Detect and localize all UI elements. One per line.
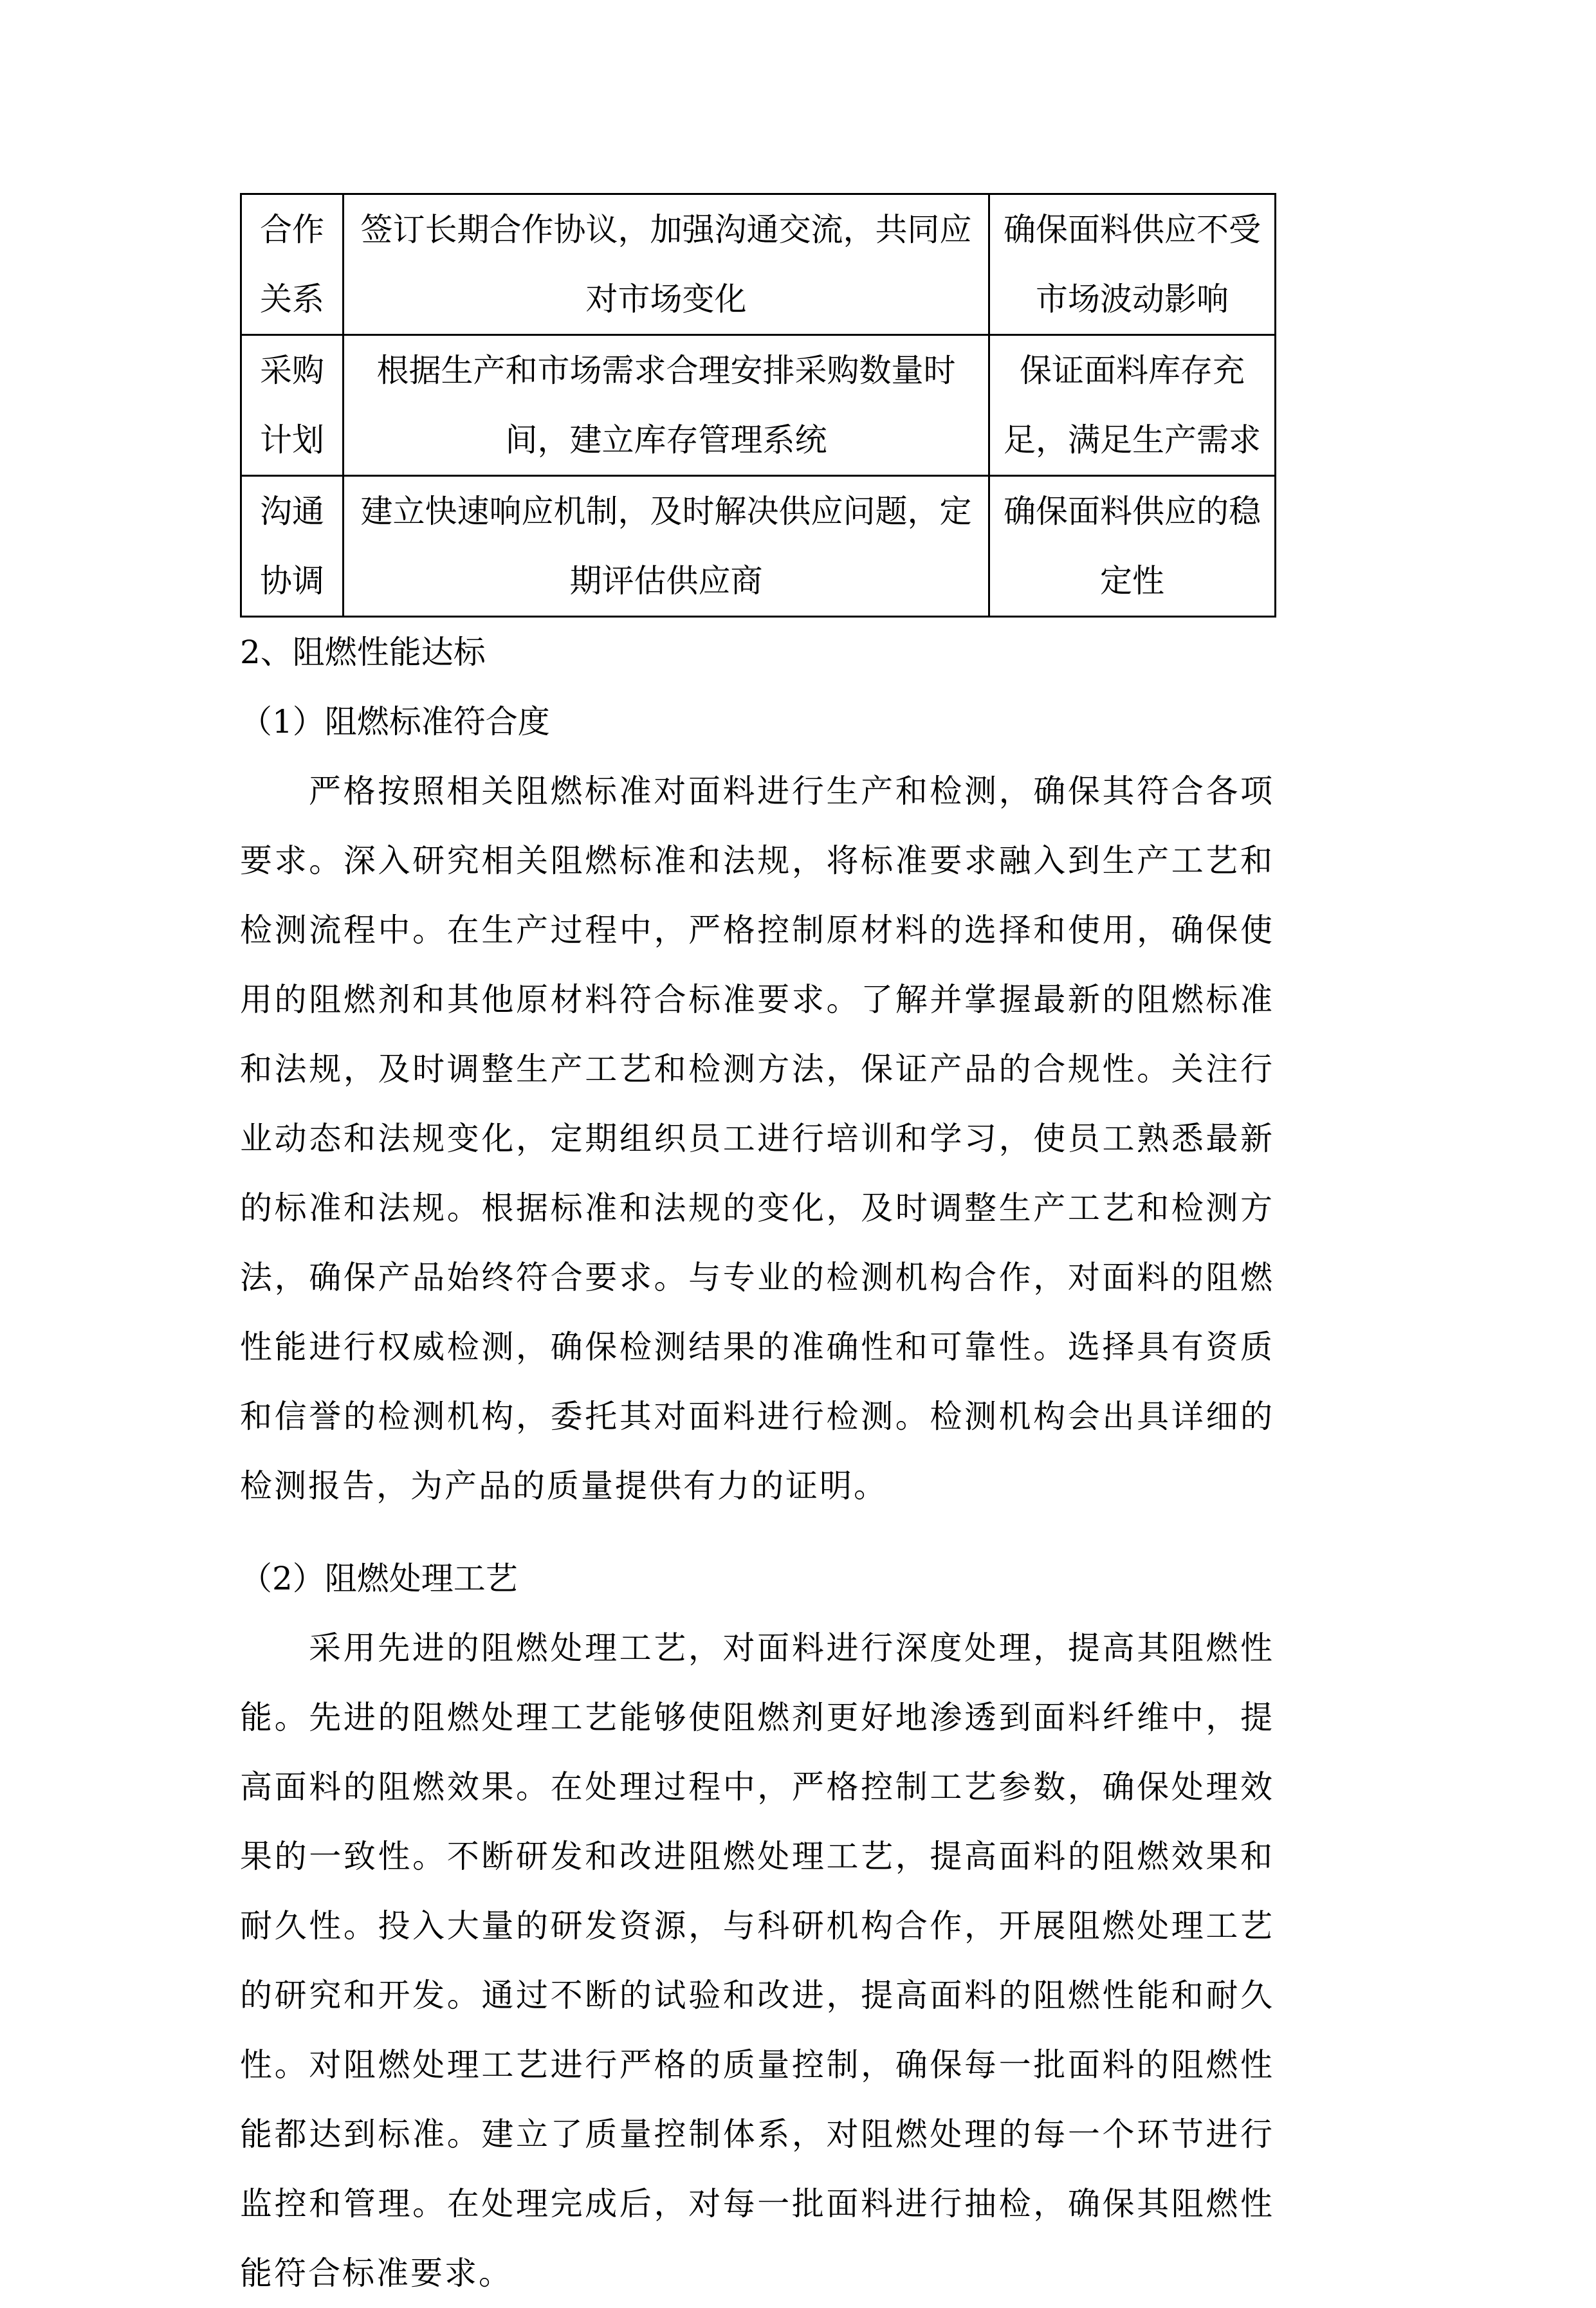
measure-cell: 签订长期合作协议，加强沟通交流，共同应对市场变化 (344, 194, 989, 335)
paragraph-standard-compliance: 严格按照相关阻燃标准对面料进行生产和检测，确保其符合各项要求。深入研究相关阻燃标准和法规，将标准要求融入到生产工艺和检测流程中。在生产过程中，严格控制原材料的选择和使用，确保使用的阻燃剂和其他原材料符合标准要求。了解并掌握最新的阻燃标准和法规，及时调整生产工艺和检测方法，保证产品的合规性。关注行业动态和法规变化，定期组织员工进行培训和学习，使员工熟悉最新的标准和法规。根据标准和法规的变化，及时调整生产工艺和检测方法，确保产品始终符合要求。与专业的检测机构合作，对面料的阻燃性能进行权威检测，确保检测结果的准确性和可靠性。选择具有资质和信誉的检测机构，委托其对面料进行检测。检测机构会出具详细的检测报告，为产品的质量提供有力的证明。 (240, 773, 1274, 1505)
goal-cell: 确保面料供应的稳定性 (989, 476, 1276, 617)
spacer (240, 1521, 1274, 1544)
aspect-cell: 沟通协调 (241, 476, 344, 617)
section-heading: 2、阻燃性能达标 (240, 634, 486, 671)
document-page (240, 193, 1274, 2308)
table-row (241, 476, 1276, 617)
table-row (241, 335, 1276, 476)
paragraph-treatment-process: 采用先进的阻燃处理工艺，对面料进行深度处理，提高其阻燃性能。先进的阻燃处理工艺能够使阻燃剂更好地渗透到面料纤维中，提高面料的阻燃效果。在处理过程中，严格控制工艺参数，确保处理效果的一致性。不断研发和改进阻燃处理工艺，提高面料的阻燃效果和耐久性。投入大量的研发资源，与科研机构合作，开展阻燃处理工艺的研究和开发。通过不断的试验和改进，提高面料的阻燃性能和耐久性。对阻燃处理工艺进行严格的质量控制，确保每一批面料的阻燃性能都达到标准。建立了质量控制体系，对阻燃处理的每一个环节进行监控和管理。在处理完成后，对每一批面料进行抽检，确保其阻燃性能符合标准要求。 (240, 1629, 1274, 2292)
measure-cell: 建立快速响应机制，及时解决供应问题，定期评估供应商 (344, 476, 989, 617)
table-row (241, 194, 1276, 335)
subsection-heading-2: （2）阻燃处理工艺 (240, 1560, 518, 1597)
goal-cell: 保证面料库存充足，满足生产需求 (989, 335, 1276, 476)
supply-measures-table (240, 193, 1276, 618)
aspect-cell: 合作关系 (241, 194, 344, 335)
measure-cell: 根据生产和市场需求合理安排采购数量时间，建立库存管理系统 (344, 335, 989, 476)
subsection-heading-1: （1）阻燃标准符合度 (240, 703, 550, 740)
aspect-cell: 采购计划 (241, 335, 344, 476)
goal-cell: 确保面料供应不受市场波动影响 (989, 194, 1276, 335)
